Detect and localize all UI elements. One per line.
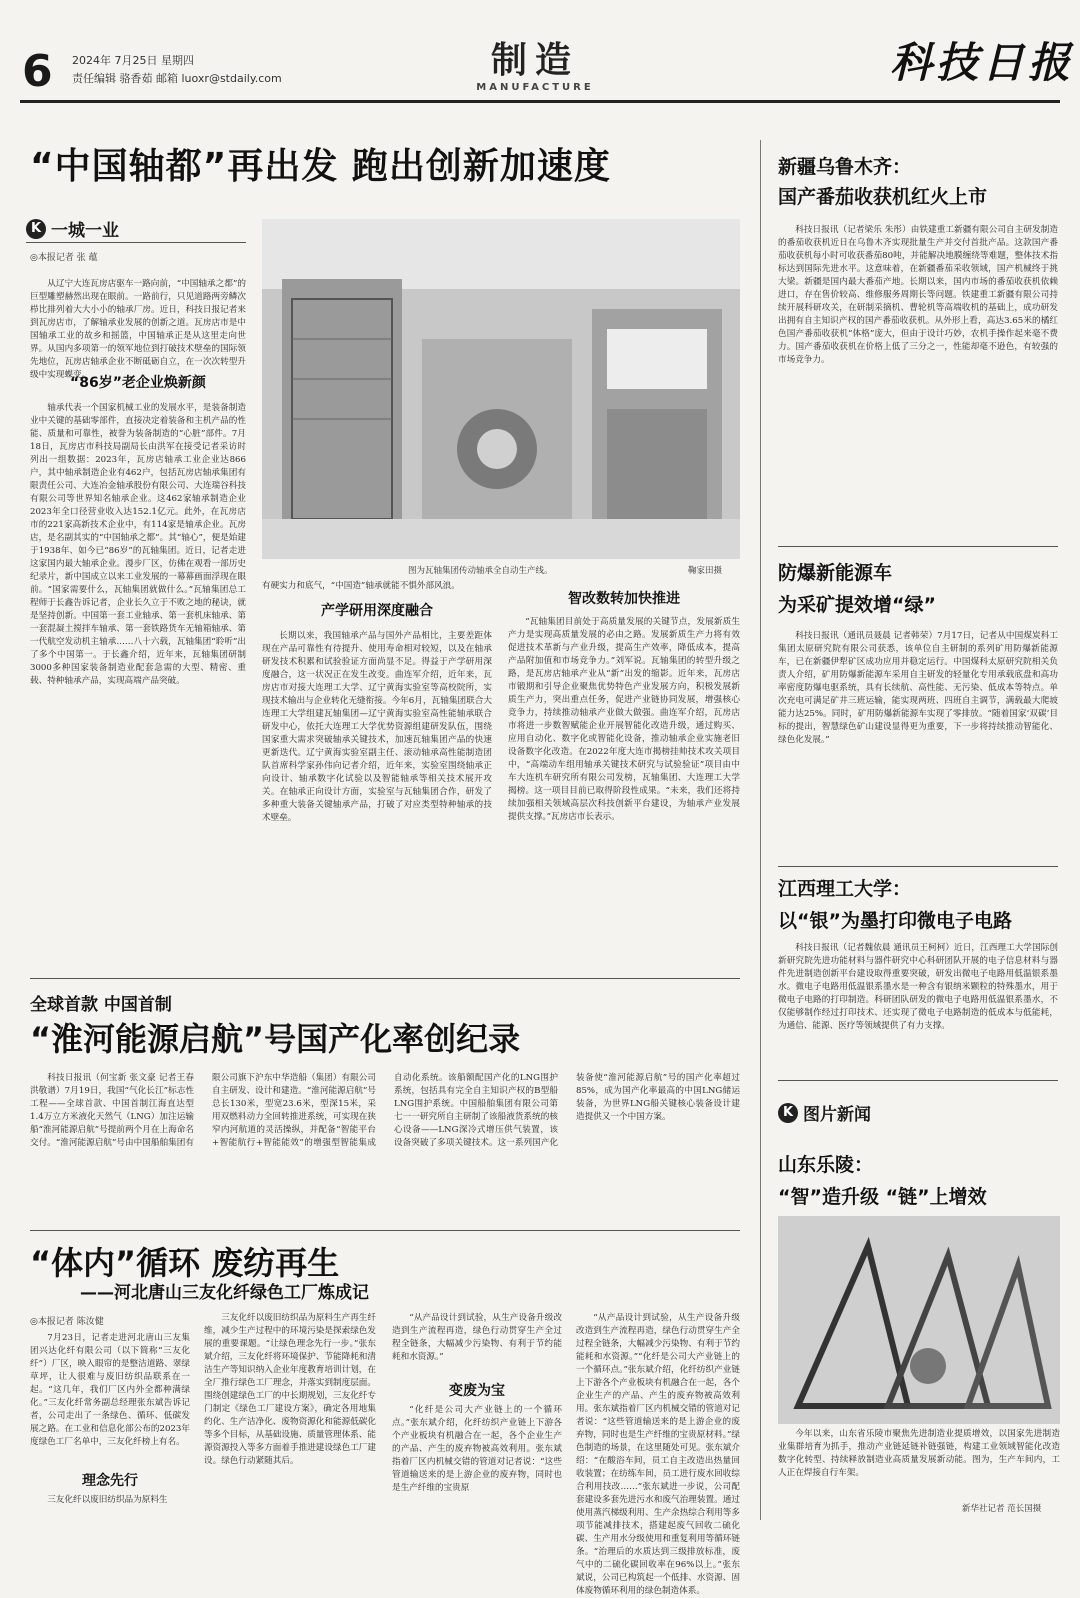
textile-text-1: 7月23日，记者走进河北唐山三友集团兴达化纤有限公司（以下简称“三友化纤”）厂区，映入眼帘的是整洁道路、翠绿草坪，让人很难与废旧纺织品联系在一起。“这几年，我们厂区内外全都种满绿化。”三友化纤常务副总经理张东斌告诉记者，公司走出了一条绿色、循环、低碳发展之路。在工业和信息化部公布的2023年度绿色工厂名单中，三友化纤榜上有名。 <box>30 1333 190 1447</box>
story1-headline: 国产番茄收获机红火上市 <box>778 186 988 208</box>
story3-kicker: 江西理工大学： <box>778 878 912 900</box>
bicycle-frames-illustration <box>778 1216 1060 1424</box>
photo-news-label: 图片新闻 <box>803 1105 871 1125</box>
textile-top-rule <box>30 1230 740 1231</box>
lng-headline: “淮河能源启航”号国产化率创纪录 <box>30 1020 521 1058</box>
textile-sub2-text: “从产品设计到试验，从生产设备升级改造到生产流程再造，绿色行动贯穿生产全过程全链条，大幅减少污染物、有利于节约能耗和水资源。”“化纤是公司大产业链上的一个循环点。”张东斌介绍，化纤纺织产业链上下游各个产业板块有机融合在一起，各个企业生产的产品、产生的废弃物被高效利用。张东斌指着厂区内机械交错的管道对记者说：“这些管道输送来的是上游企业的废弃物，同时也是生产纤维的宝贵原材料。”绿色制造的场景，在这里随处可见。张东斌介绍：“在酸浴车间，员工自主改造出热量回收装置；在纺练车间，员工进行废水回收综合利用技改……”张东斌进一步说，公司配套建设多套先进污水和废气治理装置。通过使用蒸汽梯级利用、生产余热综合利用等多项节能减排技术，搭建起废气回收二硫化碳、生产用水分级使用和重复利用等循环链条。“治理后的水质达到三级排放标准，废气中的二硫化碳回收率在96%以上。”张东斌说，公司已构筑起一个低排、水资源、固体废物循环利用的绿色制造体系。 <box>576 1313 740 1596</box>
newspaper-logo: 科技日报 <box>890 38 1075 87</box>
lng-text: 科技日报讯（何宝新 张文豪 记者王春 洪敬谱）7月19日，我国“气化长江”标志性工程——全球首款、中国首制江海直达型1.4万立方米液化天然气（LNG）加注运输船“淮河能源启航”号提前两个月在上海命名交付。“淮河能源启航”号由中国船舶集团有限公司旗下沪东中华造船（集团）有限公司自主研发、设计和建造。“淮河能源启航”号总长130米，型宽23.6米，型深15米，采用双燃料动力全回转推进系统，可实现在狭窄内河航道的灵活操纵，并配备“智能平台+智能航行+智能能效”的增强型智能集成自动化系统。该船额配国产化的LNG围护系统，包括具有完全自主知识产权的B型船LNG围护系统。中国船舶集团有限公司第七一一研究所自主研制了该船液货系统的核心设备——LNG深冷式增压供气装置，该设备突破了多项关键技术。这一系列国产化装备使“淮河能源启航”号的国产化率超过85%，成为国产化率最高的中国LNG储运装备，为世界LNG船关键核心装备设计建造提供又一个中国方案。 <box>30 1073 740 1148</box>
story4-caption: 今年以来，山东省乐陵市聚焦先进制造业提质增效，以国家先进制造业集群培育为抓手，推动产业链延链补链强链，构建工业领域智能化改造数字化转型、持续释放制造业高质量发展新动能。图为，生产车间内，工人正在焊接自行车架。 <box>778 1429 1060 1478</box>
story1-kicker: 新疆乌鲁木齐： <box>778 156 912 178</box>
textile-sub1-start: 三友化纤以废旧纺织品为原料生 <box>47 1495 168 1505</box>
textile-col3-lead: “从产品设计到试验，从生产设备升级改造到生产流程再造，绿色行动贯穿生产全过程全链条，大幅减少污染物、有利于节约能耗和水资源。” <box>392 1313 562 1362</box>
story4-headline: “智”造升级 “链”上增效 <box>778 1186 987 1208</box>
lng-top-rule <box>30 978 740 979</box>
textile-subtitle: ——河北唐山三友化纤绿色工厂炼成记 <box>80 1283 369 1303</box>
lead-headline: “中国轴都”再出发 跑出创新加速度 <box>30 146 611 187</box>
right-col-divider <box>760 140 761 1520</box>
tag-rule <box>26 242 246 243</box>
story1-rule <box>778 546 1058 547</box>
photo-news-k-icon: K <box>778 1103 798 1123</box>
story2-headline: 为采矿提效增“绿” <box>778 594 936 616</box>
lead-col3-lead: 有硬实力和底气，“中国造”轴承就能不惧外部风浪。 <box>262 581 460 591</box>
section-title: 制造 <box>490 39 579 81</box>
lead-intro: 从辽宁大连瓦房店驱车一路向前，“中国轴承之都”的巨型雕塑赫然出现在眼前。一路前行，只见道路两旁鳞次栉比排列着大大小小的轴承厂房。近日，科技日报记者来到瓦房店市，了解轴承业发展的创新之道。瓦房店市是中国轴承工业的故乡和摇篮，中国轴承正是从这里走向世界。从国内多项第一的领军地位到打破技术壁垒的国际领先地位，瓦房店轴承企业不断砥砺自立，在一次次转型升级中实现蝶变。 <box>30 279 246 380</box>
editor-line: 责任编辑 骆香茹 邮箱 luoxr@stdaily.com <box>72 72 282 85</box>
column-tag <box>26 216 119 241</box>
story2-kicker: 防爆新能源车 <box>778 562 893 584</box>
textile-subhead-1: 理念先行 <box>82 1473 138 1489</box>
story1-text: 科技日报讯（记者梁乐 朱彤）由铁建重工新疆有限公司自主研发制造的番茄收获机近日在乌鲁木齐实现批量生产并交付首批产品。这款国产番茄收获机每小时可收获番茄80吨，并能解决地膜缠绕等难题，整体技术指标达到国际先进水平。这意味着，在新疆番茄采收领域，国产机械终于挑大梁。新疆是国内最大番茄产地。长期以来，国内市场的番茄收获机依赖进口，存在售价较高、维修服务周期长等问题。铁建重工新疆有限公司持续开展科研攻关，在研制采摘机、曹轮机等高端收机的基础上，成功研发出拥有自主知识产权的国产番茄收获机。从外形上看，高达3.65米的橘红色国产番茄收获机“体格”庞大，但由于设计巧妙，农机手操作起来毫不费力。国产番茄收获机在价格上低了三分之一，性能却毫不逊色，有较强的市场竞争力。 <box>778 225 1058 365</box>
page-number: 6 <box>22 46 53 97</box>
textile-sub2-start: “化纤是公司大产业链上的一个循环点。”张东斌介绍，化纤纺织产业链上下游各个产业板块有机融合在一起，各个企业生产的产品、产生的废弃物被高效利用。张东斌指着厂区内机械交错的管道对记者说：“这些管道输送来的是上游企业的废弃物，同时也是生产纤维的宝贵原 <box>392 1405 562 1493</box>
lng-kicker: 全球首款 中国首制 <box>30 995 172 1015</box>
lead-subhead-1: “86岁”老企业焕新颜 <box>70 375 206 391</box>
lead-subhead-3: 智改数转加快推进 <box>568 591 680 607</box>
story2-text: 科技日报讯（通讯员聂晨 记者韩荣）7月17日，记者从中国煤炭科工集团太原研究院有限公司获悉，该单位自主研制的系列矿用防爆新能源车，已在新疆伊犁矿区成功应用并稳定运行。中国煤科太原研究院相关负责人介绍，矿用防爆新能源车采用自主研发的轻量化专用承载底盘和高功率密度防爆电驱系统，具有长续航、高性能、无污染、低成本等特点。单次充电可满足矿井三班运输，能实现两班、四班自主调节，满载最大爬坡能力达25%。同时，矿用防爆新能源车实现了零排放。“随着国家‘双碳’目标的提出，智慧绿色矿山建设显得更为重要，下一步将持续推动智能化、绿色化发展。” <box>778 631 1058 745</box>
factory-illustration <box>262 219 740 559</box>
lead-photo-credit: 鞠家田摄 <box>688 566 723 576</box>
story2-rule <box>778 866 1058 867</box>
lead-sub1-text: 轴承代表一个国家机械工业的发展水平，是装备制造业中关键的基础零部件，直接决定着装备和主机产品的性能、质量和可靠性，被誉为装备制造的“心脏”部件。7月18日，瓦房店市科技局副局长由洪军在接受记者采访时列出一组数据：2023年，瓦房店轴承工业企业达866户，其中轴承制造企业有462户，包括瓦房店轴承集团有限责任公司、大连冶金轴承股份有限公司、大连瑞谷科技有限公司等世界知名轴承企业。这462家轴承制造企业2023年全口径营业收入达152.1亿元。此外，在瓦房店市的221家高新技术企业中，有114家是轴承企业。瓦房店，是名副其实的“中国轴承之都”。其“轴心”，便是始建于1938年、如今已“86岁”的瓦轴集团。近日，记者走进这家国内最大轴承企业。漫步厂区，仿佛在观看一部历史纪录片，新中国成立以来工业发展的一幕幕画面浮现在眼前。“国家需要什么，瓦轴集团就做什么。”瓦轴集团总工程师于长鑫告诉记者，企业长久立于不败之地的秘诀，就是坚持创新。中国第一套工业轴承、第一套机床轴承、第一套混凝土搅拌车轴承、第一套铁路货车无轴箱轴承、第一代航空发动机主轴承……八十六载，瓦轴集团“聆听”出了多个中国第一。于长鑫介绍，近年来，瓦轴集团研制3000多种国家装备制造业配套急需的大型、精密、重载、特种轴承产品，实现高端产品突破。 <box>30 403 246 686</box>
story4-kicker: 山东乐陵： <box>778 1154 874 1176</box>
lead-subhead-2: 产学研用深度融合 <box>321 603 433 619</box>
masthead-rule <box>20 100 1060 103</box>
lead-sub2-text: 长期以来，我国轴承产品与国外产品相比，主要差距体现在产品可靠性有待提升、使用寿命相对较短，以及在轴承研发技术积累和试验验证方面尚显不足。得益于产学研用深度融合，这一状况正在发生改变。曲连军介绍，近年来，瓦房店市对接大连理工大学、辽宁黄海实验室等高校院所，实现技术输出与企业转化无缝衔接。今年6月，瓦轴集团联合大连理工大学组建瓦轴集团—辽宁黄海实验室高性能轴承联合研发中心，依托大连理工大学优势资源组建研发队伍，围绕国家重大需求突破轴承关键技术，加速瓦轴集团产品的快速更新迭代。辽宁黄海实验室副主任、滚动轴承高性能制造团队首席科学家孙伟向记者介绍，近年来，实验室围绕轴承正向设计、轴承数字化试验以及智能轴承等相关技术展开攻关。在轴承正向设计方面，实验室与瓦轴集团合作，研发了多种重大装备关键轴承产品，打破了对应类型特种轴承的技术壁垒。 <box>262 631 492 823</box>
lead-photo-caption: 图为瓦轴集团传动轴承全自动生产线。 <box>408 566 553 576</box>
textile-byline: ◎本报记者 陈汝健 <box>30 1317 104 1327</box>
column-k-icon: K <box>26 219 46 239</box>
lead-sub3-text: “瓦轴集团目前处于高质量发展的关键节点，发展新质生产力是实现高质量发展的必由之路。发展新质生产力将有效促进技术革新与产业升级，提高生产效率，降低成本，提高产品附加值和市场竞争力。”刘军说。瓦轴集团的转型升级之路，是瓦房店轴承产业从“新”出发的缩影。近年来，瓦房店市锻期和引导企业聚焦优势特色产业发展方向，积极发展新质生产力，突出重点任务，促进产业链协同发展，增强核心竞争力，持续推动轴承产业做大做强。曲连军介绍，瓦房店市将进一步数智赋能企业开展智能化改造升级，通过购买、应用自动化、数字化或智能化设备，推动轴承企业实施老旧设备数字化改造。在2022年度大连市揭榜挂帅技术攻关项目中，“高端动车组用轴承关键技术研究与试验验证”项目由中车大连机车研究所有限公司发榜，瓦轴集团、大连理工大学揭榜。这一项目目前已取得阶段性成果。“未来，我们还将持续加强相关领域高层次科技创新平台建设，为轴承产业发展提供支撑。”瓦房店市长表示。 <box>508 617 740 822</box>
lead-byline: ◎本报记者 张 蕴 <box>30 253 98 263</box>
story4-photo <box>778 1216 1060 1424</box>
story3-rule <box>778 1080 1058 1081</box>
textile-subhead-2: 变废为宝 <box>449 1383 505 1399</box>
photo-news-tag <box>778 1100 871 1125</box>
story3-headline: 以“银”为墨打印微电子电路 <box>778 910 1012 932</box>
textile-sub1-text: 三友化纤以废旧纺织品为原料生产再生纤维，减少生产过程中的环境污染是探索绿色发展的重要课题。“让绿色理念先行一步。”张东斌介绍，三友化纤将环境保护、节能降耗和清洁生产等知识纳入企业年度教育培训计划，在全厂推行绿色工厂理念，并落实到制度层面。围绕创建绿色工厂的中长期规划，三友化纤专门制定《绿色工厂建设方案》，确定各用地集约化、生产洁净化、废物资源化和能源低碳化等多个目标，从基础设施、质量管理体系、能源资源投入等多方面着手推进建设绿色工厂建设。绿色行动紧随其后。 <box>204 1313 376 1466</box>
story3-text: 科技日报讯（记者魏依晨 通讯员王柯柯）近日，江西理工大学国际创新研究院先进功能材料与器件研究中心科研团队开展的电子信息材料与器件先进制造创新平台建设取得重要突破，研发出微电子电路用低温银系墨水。微电子电路用低温银系墨水是一种含有银纳米颗粒的特殊墨水，用于微电子电路的打印制造。科研团队研发的微电子电路用低温银系墨水，不仅能够制作经过打印技术、还实现了微电子电路制造的低成本与低能耗，为通信、能源、医疗等领域提供了有力支撑。 <box>778 943 1058 1031</box>
textile-headline: “体内”循环 废纺再生 <box>30 1244 340 1282</box>
date-line: 2024年 7月25日 星期四 <box>72 54 194 67</box>
lead-photo <box>262 219 740 559</box>
column-tag-label: 一城一业 <box>51 221 119 241</box>
section-subtitle: MANUFACTURE <box>476 82 594 93</box>
story4-credit: 新华社记者 范长国摄 <box>962 1504 1042 1514</box>
